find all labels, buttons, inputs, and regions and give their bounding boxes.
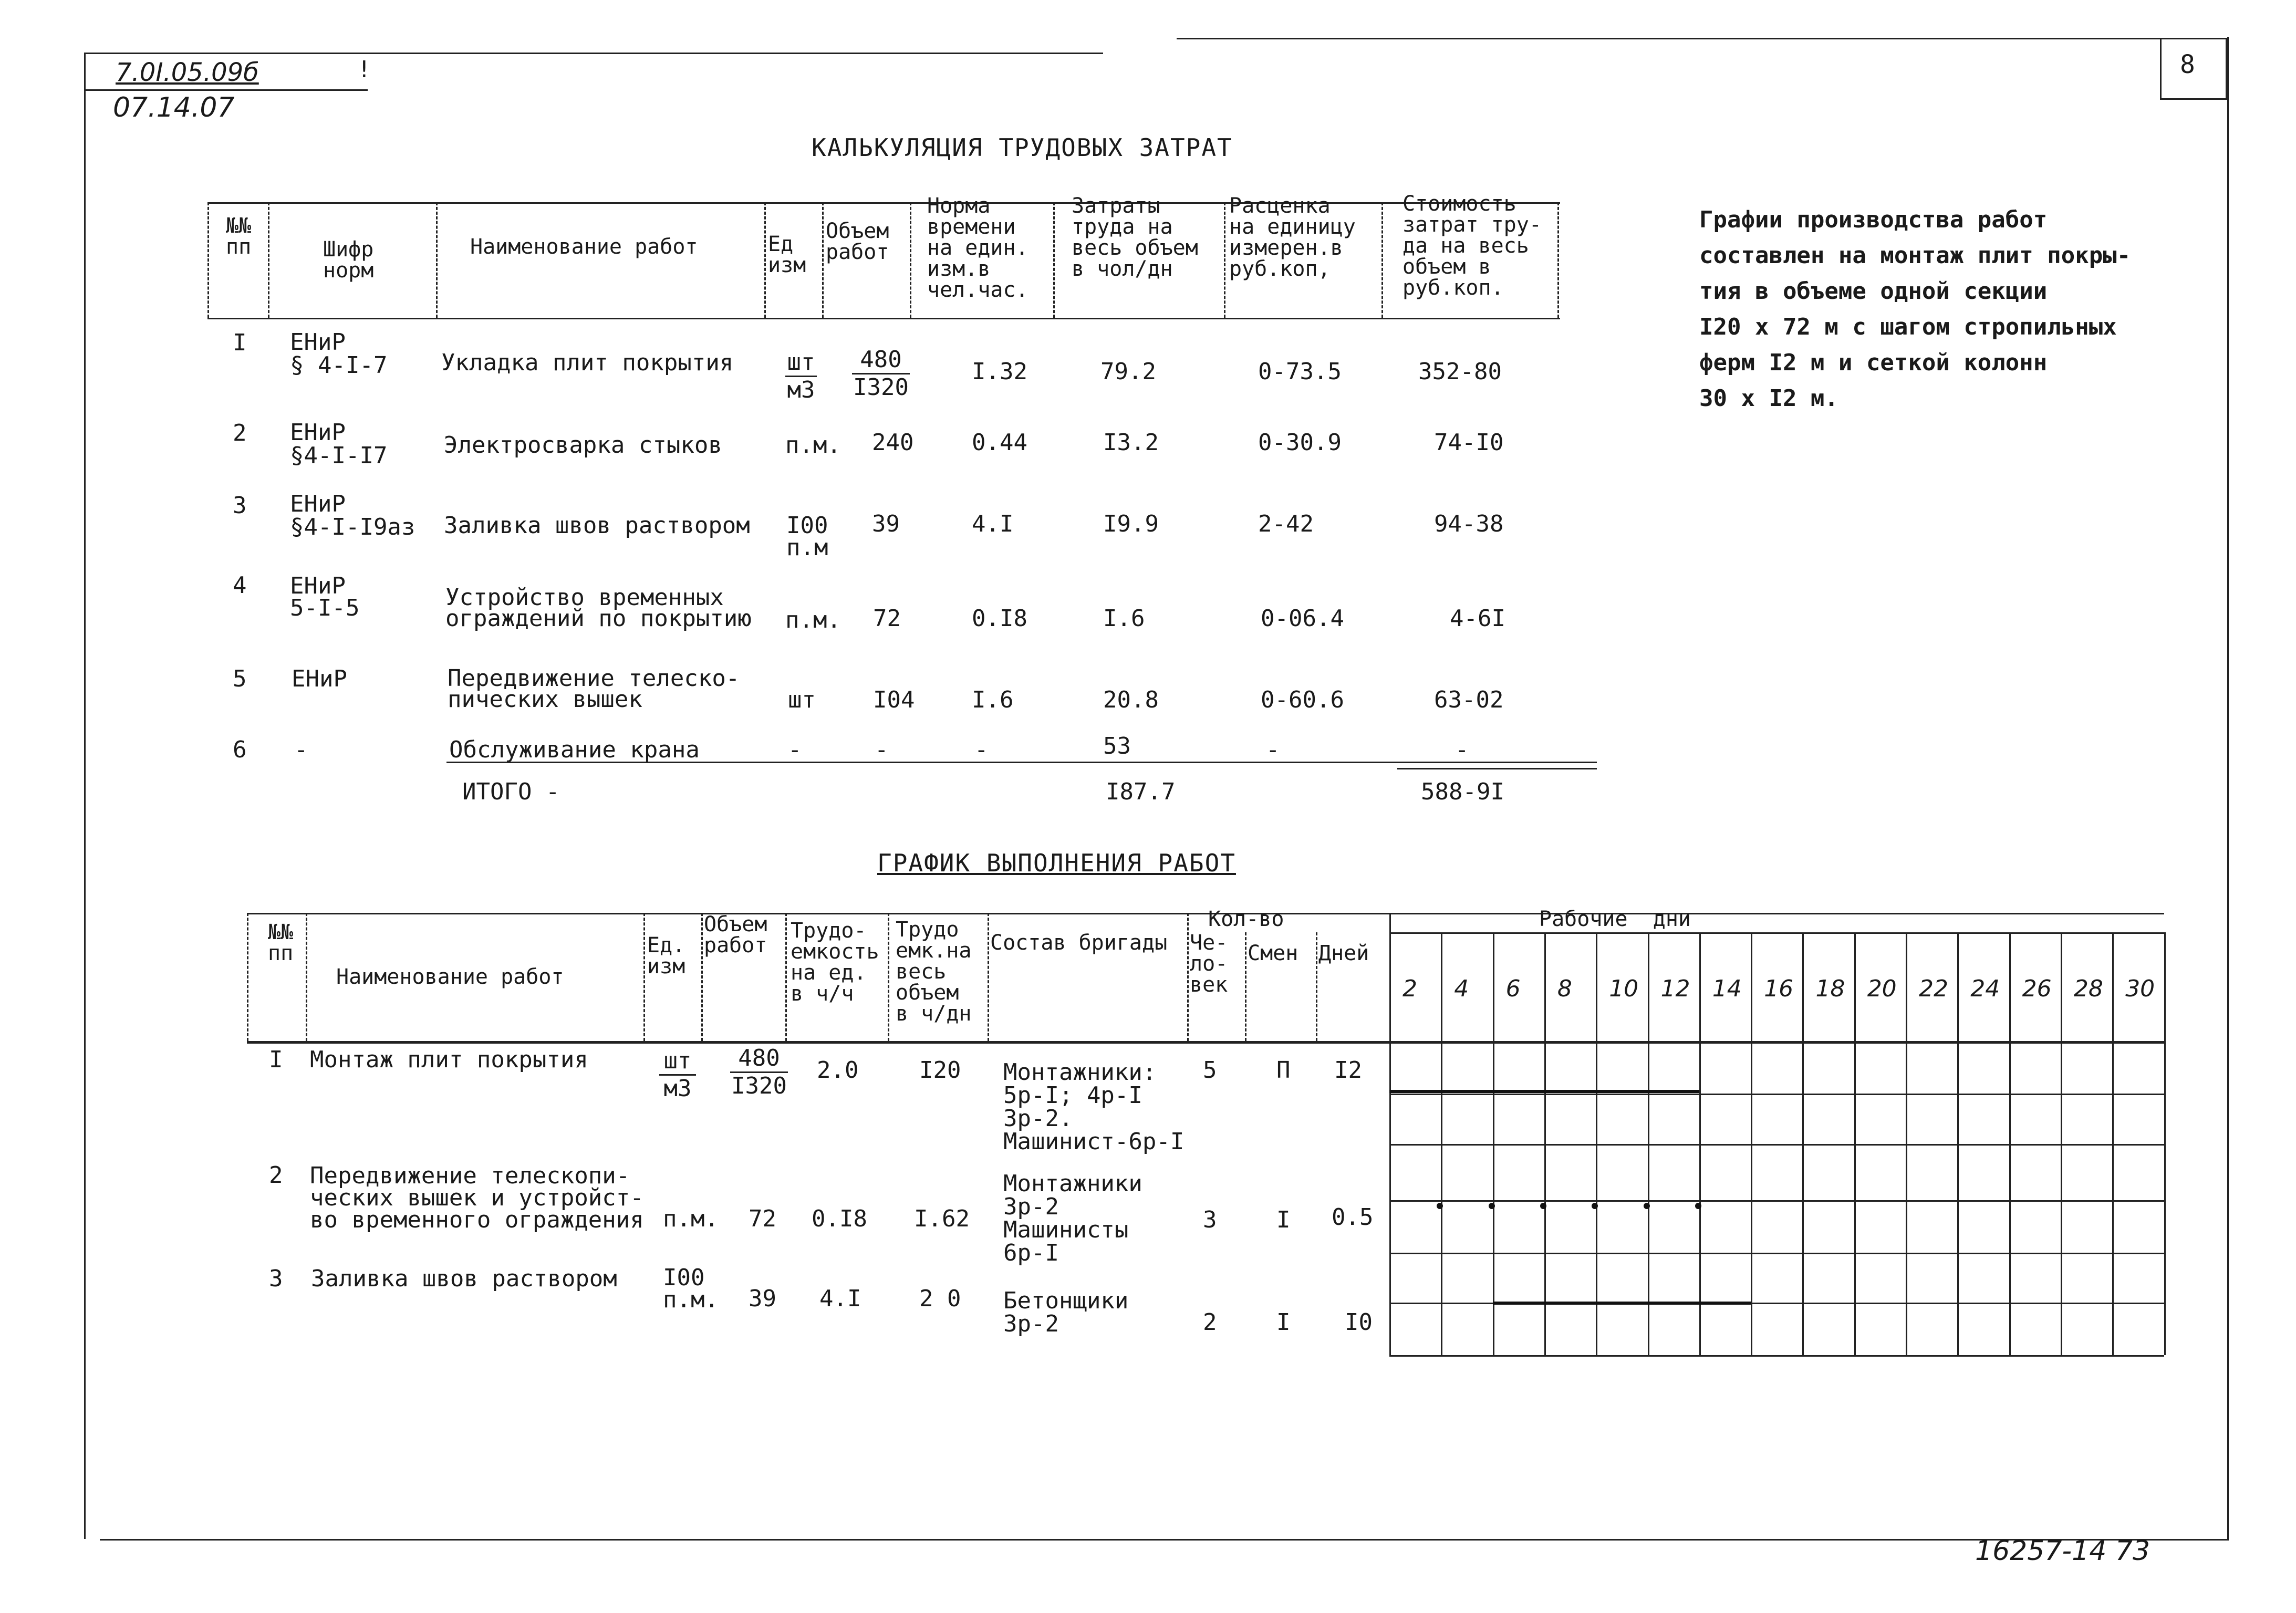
sched-header-top xyxy=(247,913,2164,914)
gantt-day-label: 10 xyxy=(1609,975,1639,1002)
sched-row3-people: 2 xyxy=(1203,1309,1217,1336)
volume-top: 480 xyxy=(852,347,910,374)
calc-row4-labor: I.6 xyxy=(1103,605,1145,632)
calc-h-cost: Стоимость затрат тру- да на весь объем в руб.коп. xyxy=(1402,192,1542,300)
note-line: тия в объеме одной секции xyxy=(1699,278,2048,305)
calc-row6-volume: - xyxy=(875,736,889,763)
calc-row3-unit: I00 п.м xyxy=(786,512,828,561)
calc-h-num: №№ пп xyxy=(226,214,252,259)
sched-row2-num: 2 xyxy=(269,1162,283,1189)
sched-row3-unit: I00 п.м. xyxy=(663,1264,719,1313)
unit-bottom: м3 xyxy=(787,377,815,403)
calc-total-labor: I87.7 xyxy=(1106,778,1176,805)
sched-col-line xyxy=(1187,913,1189,1041)
sched-header-bottom xyxy=(247,1041,2164,1044)
calc-row5-labor: 20.8 xyxy=(1103,686,1159,713)
sched-row3-volume: 39 xyxy=(749,1285,776,1312)
calc-row4-num: 4 xyxy=(233,572,247,599)
note-line: составлен на монтаж плит покры- xyxy=(1699,242,2131,269)
unit-top: шт xyxy=(785,349,817,377)
sched-row1-num: I xyxy=(269,1046,283,1073)
calc-col-line xyxy=(1053,202,1055,318)
sched-row2-intensity: 0.I8 xyxy=(812,1205,867,1232)
calc-col-line xyxy=(1381,202,1383,318)
unit-bottom: м3 xyxy=(663,1075,692,1102)
total-line xyxy=(1397,768,1597,769)
calc-row5-volume: I04 xyxy=(873,686,915,713)
sched-row2-crew: Монтажники 3р-2 Машинисты 6р-I xyxy=(1003,1170,1142,1266)
gantt-tick xyxy=(1644,1203,1650,1209)
calc-row5-code: ЕНиР xyxy=(292,665,347,692)
calc-row3-rate: 2-42 xyxy=(1258,511,1314,537)
calc-row4-norm: 0.I8 xyxy=(972,605,1027,632)
note-line: Графии производства работ xyxy=(1699,206,2048,233)
calc-row2-volume: 240 xyxy=(872,429,914,456)
sched-row2-people: 3 xyxy=(1203,1206,1217,1233)
sched-row1-unit xyxy=(659,1048,696,1102)
calc-row6-norm: - xyxy=(974,736,989,763)
sched-row3-total: 2 0 xyxy=(919,1285,961,1312)
calc-col-line xyxy=(268,202,269,318)
sched-col-line xyxy=(701,913,703,1041)
sched-row1-crew: Монтажники: 5р-I; 4р-I 3р-2. Машинист-6р-I xyxy=(1003,1059,1185,1155)
note-line: ферм I2 м и сеткой колонн xyxy=(1699,349,2048,376)
sched-row3-days: I0 xyxy=(1345,1309,1373,1336)
calc-row6-num: 6 xyxy=(233,736,247,763)
gantt-row-line xyxy=(1389,1253,2164,1254)
gantt-day-label: 14 xyxy=(1712,975,1742,1002)
gantt-tick xyxy=(1695,1203,1701,1209)
calc-row5-rate: 0-60.6 xyxy=(1261,686,1344,713)
sched-h-num: №№ пп xyxy=(268,920,294,965)
gantt-day-label: 16 xyxy=(1764,975,1794,1002)
calc-row1-unit xyxy=(785,349,817,403)
calc-row3-volume: 39 xyxy=(872,511,900,537)
calc-total-cost: 588-9I xyxy=(1421,778,1504,805)
calc-row5-unit: шт xyxy=(788,686,816,713)
calc-row2-name: Электросварка стыков xyxy=(444,432,722,459)
sched-row1-shifts: П xyxy=(1276,1057,1291,1084)
sched-col-line xyxy=(1245,932,1246,1041)
sched-row2-shifts: I xyxy=(1276,1206,1291,1233)
gantt-row-line xyxy=(1389,1094,2164,1095)
doc-code: 7.0I.05.09б xyxy=(116,58,259,87)
schedule-note xyxy=(1699,202,2131,417)
calc-col-line xyxy=(436,202,438,318)
footer-number: 16257-14 73 xyxy=(1975,1535,2150,1567)
calc-row1-rate: 0-73.5 xyxy=(1258,358,1342,385)
sched-row1-total: I20 xyxy=(919,1057,961,1084)
calc-row3-code: ЕНиР §4-I-I9аз xyxy=(290,491,415,540)
sched-h-shifts: Смен xyxy=(1248,941,1298,965)
gantt-row-line xyxy=(1389,1200,2164,1202)
gantt-tick xyxy=(1540,1203,1546,1209)
frame-top-right xyxy=(1177,38,2227,39)
sched-row1-name: Монтаж плит покрытия xyxy=(310,1046,588,1073)
calc-row1-labor: 79.2 xyxy=(1100,358,1156,385)
gantt-day-label: 8 xyxy=(1557,975,1572,1002)
calc-col-line xyxy=(822,202,824,318)
gantt-day-label: 20 xyxy=(1867,975,1897,1002)
sched-col-line xyxy=(247,913,248,1041)
calc-row1-cost: 352-80 xyxy=(1418,358,1502,385)
sched-col-line xyxy=(306,913,307,1041)
gantt-day-label: 28 xyxy=(2073,975,2103,1002)
sched-row2-unit: п.м. xyxy=(663,1205,719,1232)
doc-code-mark: ! xyxy=(357,56,371,83)
calc-row4-rate: 0-06.4 xyxy=(1261,605,1344,632)
doc-date: 07.14.07 xyxy=(113,92,235,123)
calc-col-line xyxy=(1557,202,1559,318)
gantt-bar xyxy=(1389,1090,1699,1093)
calc-row3-num: 3 xyxy=(233,492,247,519)
sched-row2-days: 0.5 xyxy=(1332,1204,1374,1231)
calc-row6-code: - xyxy=(294,736,308,763)
calc-col-line xyxy=(910,202,911,318)
volume-bottom: I320 xyxy=(731,1073,787,1099)
sched-row2-volume: 72 xyxy=(749,1205,776,1232)
gantt-day-label: 30 xyxy=(2125,975,2155,1002)
calc-h-rate: Расценка на единицу измерен.в руб.коп, xyxy=(1229,194,1356,281)
calc-row2-unit: п.м. xyxy=(785,432,841,459)
gantt-day-label: 2 xyxy=(1402,975,1417,1002)
calc-title: КАЛЬКУЛЯЦИЯ ТРУДОВЫХ ЗАТРАТ xyxy=(812,133,1233,162)
sched-row1-intensity: 2.0 xyxy=(817,1057,859,1084)
gantt-day-label: 18 xyxy=(1815,975,1845,1002)
gantt-bar xyxy=(1493,1302,1751,1305)
calc-row6-cost: - xyxy=(1455,736,1469,763)
gantt-day-line xyxy=(2164,932,2166,1355)
sched-row2-name: Передвижение телескопи- ческих вышек и устройст- во временного ограждения xyxy=(310,1162,644,1233)
calc-h-norm: Норма времени на един. изм.в чел.час. xyxy=(927,194,1028,302)
gantt-day-label: 26 xyxy=(2022,975,2052,1002)
sched-col-line xyxy=(785,913,787,1041)
calc-header-bottom xyxy=(207,318,1560,319)
calc-row6-underline xyxy=(446,762,1597,763)
calc-row3-labor: I9.9 xyxy=(1103,511,1159,537)
calc-row2-norm: 0.44 xyxy=(972,429,1027,456)
frame-bottom xyxy=(100,1539,2227,1541)
calc-row2-cost: 74-I0 xyxy=(1434,429,1504,456)
sched-row2-total: I.62 xyxy=(914,1205,970,1232)
gantt-row-line xyxy=(1389,1355,2164,1357)
sched-row3-intensity: 4.I xyxy=(819,1285,861,1312)
calc-row5-num: 5 xyxy=(233,665,247,692)
calc-row1-norm: I.32 xyxy=(972,358,1027,385)
stamp-underline xyxy=(84,89,368,91)
sched-h-volume: Объем работ xyxy=(704,912,767,958)
calc-col-line xyxy=(1224,202,1225,318)
calc-row5-norm: I.6 xyxy=(972,686,1014,713)
calc-h-volume: Объем работ xyxy=(826,219,889,264)
sched-row3-crew: Бетонщики 3р-2 xyxy=(1003,1287,1129,1337)
schedule-title: ГРАФИК ВЫПОЛНЕНИЯ РАБОТ xyxy=(877,849,1236,877)
gantt-day-label: 22 xyxy=(1919,975,1948,1002)
sched-h-days: Дней xyxy=(1318,941,1369,965)
gantt-row-line xyxy=(1389,1144,2164,1146)
sched-h-unit: Ед. изм xyxy=(647,933,685,979)
sched-col-line xyxy=(988,913,989,1041)
calc-h-name: Наименование работ xyxy=(470,235,698,259)
calc-row3-cost: 94-38 xyxy=(1434,511,1504,537)
calc-row1-name: Укладка плит покрытия xyxy=(441,349,734,376)
gantt-day-label: 6 xyxy=(1505,975,1521,1002)
sched-h-people: Че- ло- век xyxy=(1190,931,1228,997)
sched-h-crew: Состав бригады xyxy=(990,931,1168,955)
sched-h-qty: Кол-во xyxy=(1208,907,1284,931)
volume-top: 480 xyxy=(730,1045,788,1073)
calc-row6-unit: - xyxy=(788,736,802,763)
calc-row2-num: 2 xyxy=(233,420,247,446)
gantt-day-label: 12 xyxy=(1660,975,1690,1002)
sched-col-line xyxy=(1316,932,1317,1041)
calc-row3-norm: 4.I xyxy=(972,511,1014,537)
calc-row4-code: ЕНиР 5-I-5 xyxy=(290,573,360,621)
unit-top: шт xyxy=(659,1048,696,1076)
sched-h-intensity: Трудо- емкость на ед. в ч/ч xyxy=(791,919,879,1006)
frame-left xyxy=(84,53,86,1539)
volume-bottom: I320 xyxy=(853,374,909,401)
gantt-day-label: 24 xyxy=(1970,975,2000,1002)
calc-col-line xyxy=(764,202,766,318)
calc-header-top xyxy=(207,202,1560,204)
calc-row5-cost: 63-02 xyxy=(1434,686,1504,713)
calc-row6-name: Обслуживание крана xyxy=(449,736,700,763)
page-number: 8 xyxy=(2180,50,2195,79)
calc-h-labor: Затраты труда на весь объем в чол/дн xyxy=(1072,194,1198,281)
calc-row5-name: Передвижение телеско- пических вышек xyxy=(448,665,740,713)
calc-row4-name: Устройство временных ограждений по покрытию xyxy=(445,584,752,632)
sched-row1-people: 5 xyxy=(1203,1057,1217,1084)
note-line: I20 x 72 м с шагом стропильных xyxy=(1699,314,2117,340)
calc-row2-code: ЕНиР §4-I-I7 xyxy=(290,419,388,469)
calc-row1-num: I xyxy=(233,329,247,356)
sched-h-total: Трудо емк.на весь объем в ч/дн xyxy=(896,918,972,1026)
calc-row3-name: Заливка швов раствором xyxy=(444,512,750,539)
sched-row3-num: 3 xyxy=(269,1265,283,1292)
sched-header-mid xyxy=(1389,932,2164,934)
calc-row4-volume: 72 xyxy=(873,605,901,632)
calc-row6-rate: - xyxy=(1266,736,1280,763)
calc-col-line xyxy=(207,202,209,318)
note-line: 30 x I2 м. xyxy=(1699,385,1838,412)
sched-h-workdays: Рабочие дни xyxy=(1539,907,1691,931)
calc-row4-unit: п.м. xyxy=(785,607,841,633)
calc-row1-volume xyxy=(852,347,910,401)
sched-col-line xyxy=(888,913,889,1041)
gantt-day-label: 4 xyxy=(1454,975,1469,1002)
calc-h-unit: Ед изм xyxy=(768,232,806,277)
calc-row4-cost: 4-6I xyxy=(1450,605,1505,632)
calc-row1-code: ЕНиР § 4-I-7 xyxy=(290,329,388,379)
sched-row1-days: I2 xyxy=(1334,1057,1362,1084)
calc-total-label: ИТОГО - xyxy=(462,778,560,805)
sched-h-name: Наименование работ xyxy=(336,965,564,989)
sched-row3-name: Заливка швов раствором xyxy=(311,1265,617,1292)
calc-row2-rate: 0-30.9 xyxy=(1258,429,1342,456)
calc-row6-labor: 53 xyxy=(1103,733,1131,759)
gantt-tick xyxy=(1489,1203,1495,1209)
calc-h-code: Шифр норм xyxy=(323,237,374,283)
sched-row3-shifts: I xyxy=(1276,1309,1291,1336)
sched-row1-volume xyxy=(730,1045,788,1099)
sched-col-line xyxy=(643,913,645,1041)
calc-row2-labor: I3.2 xyxy=(1103,429,1159,456)
frame-top-left xyxy=(84,53,1103,54)
